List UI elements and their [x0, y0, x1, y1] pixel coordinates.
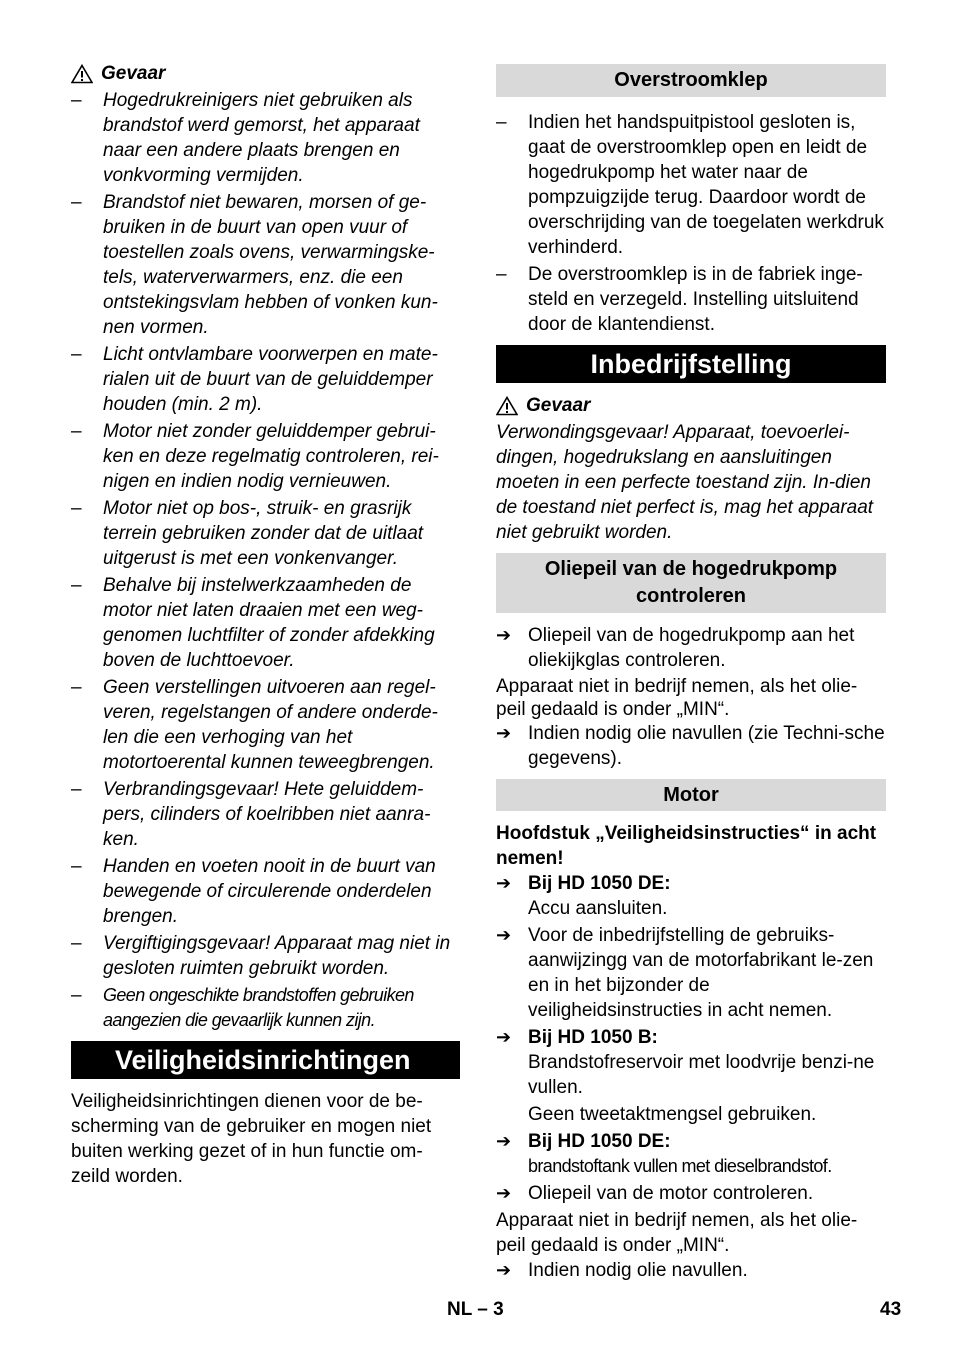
- step-label: Bij HD 1050 DE:: [528, 1131, 671, 1152]
- list-item: [71, 496, 460, 571]
- list-item: [71, 854, 460, 929]
- dash-marker: –: [71, 344, 82, 365]
- arrow-icon: ➔: [496, 1183, 512, 1203]
- list-item: [71, 983, 460, 1033]
- dash-marker: –: [71, 677, 82, 698]
- dash-marker: –: [71, 90, 82, 111]
- step-item: [496, 1025, 886, 1050]
- list-item: [496, 110, 886, 260]
- list-item-text: Indien het handspuitpistool gesloten is, gaat de overstroomklep open en leidt de hogedrukpomp het water naar de pompzuigzijde terug. Daardoor wordt de overschrijding van de toegelaten werkdruk verhinderd.: [528, 112, 884, 258]
- dash-marker: –: [71, 779, 82, 800]
- dash-marker: –: [496, 112, 507, 133]
- list-item: [71, 190, 460, 340]
- section-heading-oliepeil: Oliepeil van de hogedrukpomp controleren: [496, 553, 886, 613]
- step-text: Indien nodig olie navullen.: [528, 1260, 748, 1281]
- list-item: [496, 262, 886, 337]
- warning-triangle-icon: [496, 396, 518, 416]
- step-text: Geen tweetaktmengsel gebruiken.: [528, 1104, 817, 1125]
- dash-marker: –: [496, 264, 507, 285]
- warning-paragraph: Verwondingsgevaar! Apparaat, toevoerlei-dingen, hogedrukslang en aansluitingen moeten in een perfecte toestand zijn. In-dien de toestand niet perfect is, mag het apparaat niet gebruikt worden.: [496, 422, 874, 543]
- step-text: Oliepeil van de motor controleren.: [528, 1183, 814, 1204]
- step-label: Bij HD 1050 DE:: [528, 873, 671, 894]
- step-text: Indien nodig olie navullen (zie Techni-sche gegevens).: [528, 723, 885, 769]
- list-item: [71, 675, 460, 775]
- section-heading-motor: Motor: [496, 779, 886, 811]
- dash-marker: –: [71, 421, 82, 442]
- dash-marker: –: [71, 192, 82, 213]
- list-item: [71, 931, 460, 981]
- section-heading-overstroomklep: Overstroomklep: [496, 64, 886, 97]
- step-item: [496, 1129, 886, 1154]
- dash-marker: –: [71, 856, 82, 877]
- list-item-text: Vergiftigingsgevaar! Apparaat mag niet in gesloten ruimten gebruikt worden.: [103, 933, 451, 979]
- step-text: brandstoftank vullen met dieselbrandstof.: [528, 1156, 832, 1176]
- arrow-icon: ➔: [496, 625, 512, 645]
- left-column: [71, 61, 460, 1189]
- list-item-text: Licht ontvlambare voorwerpen en mate-rialen uit de buurt van de geluiddemper houden (min. 2 m).: [103, 344, 438, 415]
- motor-intro: Hoofdstuk „Veiligheidsinstructies“ in acht nemen!: [496, 823, 877, 869]
- right-column: [496, 64, 886, 1283]
- arrow-icon: ➔: [496, 723, 512, 743]
- page-number: 43: [880, 1299, 902, 1320]
- list-item-text: De overstroomklep is in de fabriek inge-steld en verzegeld. Instelling uitsluitend door de klantendienst.: [528, 264, 863, 335]
- list-item: [71, 88, 460, 188]
- section-paragraph: Veiligheidsinrichtingen dienen voor de be-scherming van de gebruiker en mogen niet buiten werking gezet of in hun functie om-zeild worden.: [71, 1091, 432, 1187]
- step-item: [496, 721, 886, 771]
- list-item-text: Verbrandingsgevaar! Hete geluiddem-pers, cilinders of koelribben niet aanra-ken.: [103, 779, 431, 850]
- dash-marker: –: [71, 933, 82, 954]
- warning-heading: [496, 393, 886, 418]
- step-item: [496, 623, 886, 673]
- warning-triangle-icon: [71, 64, 93, 84]
- list-item-text: Motor niet op bos-, struik- en grasrijk terrein gebruiken zonder dat de uitlaat uitgerust is met een vonkenvanger.: [103, 498, 424, 569]
- step-item: [496, 1181, 886, 1206]
- list-item-text: Geen verstellingen uitvoeren aan regel-veren, regelstangen of andere onderde-len die een verhoging van het motortoerental kunnen teweegbrengen.: [103, 677, 438, 773]
- arrow-icon: ➔: [496, 1131, 512, 1151]
- list-item-text: Hogedrukreinigers niet gebruiken als brandstof werd gemorst, het apparaat naar een andere plaats brengen en vonkvorming vermijden.: [103, 90, 420, 186]
- step-item: [496, 923, 886, 1023]
- list-item-text: Handen en voeten nooit in de buurt van bewegende of circulerende onderdelen brengen.: [103, 856, 436, 927]
- list-item: [71, 419, 460, 494]
- list-item-text: Motor niet zonder geluiddemper gebrui-ken en deze regelmatig controleren, rei-nigen en indien nodig vernieuwen.: [103, 421, 439, 492]
- list-item: [71, 342, 460, 417]
- note-paragraph: Apparaat niet in bedrijf nemen, als het olie-peil gedaald is onder „MIN“.: [496, 676, 858, 720]
- step-text: Brandstofreservoir met loodvrije benzi-ne vullen.: [528, 1052, 875, 1098]
- warning-label: Gevaar: [101, 63, 166, 84]
- section-heading-veiligheidsinrichtingen: Veiligheidsinrichtingen: [71, 1041, 460, 1079]
- list-item-text: Behalve bij instelwerkzaamheden de motor niet laten draaien met een weg-genomen luchtfilter of zonder afdekking boven de luchttoevoer.: [103, 575, 435, 671]
- warning-heading: [71, 61, 460, 86]
- step-item: [496, 871, 886, 896]
- list-item: [71, 777, 460, 852]
- step-text: Oliepeil van de hogedrukpomp aan het oliekijkglas controleren.: [528, 625, 855, 671]
- step-label: Bij HD 1050 B:: [528, 1027, 658, 1048]
- page-label: NL – 3: [447, 1299, 504, 1320]
- warning-label: Gevaar: [526, 395, 591, 416]
- step-item: [496, 1258, 886, 1283]
- step-text: Voor de inbedrijfstelling de gebruiks-aanwijzingg van de motorfabrikant le-zen en in het bijzonder de veiligheidsinstructies in acht nemen.: [528, 925, 874, 1021]
- note-paragraph: Apparaat niet in bedrijf nemen, als het olie-peil gedaald is onder „MIN“.: [496, 1210, 858, 1256]
- dash-marker: –: [71, 985, 82, 1006]
- list-item: [71, 573, 460, 673]
- arrow-icon: ➔: [496, 1027, 512, 1047]
- list-item-text: Brandstof niet bewaren, morsen of ge-bruiken in de buurt van open vuur of toestellen zoals ovens, verwarmingske-tels, waterverwarmers, enz. die een ontstekingsvlam hebben of vonken kun-nen vormen.: [103, 192, 438, 338]
- arrow-icon: ➔: [496, 873, 512, 893]
- arrow-icon: ➔: [496, 1260, 512, 1280]
- section-heading-inbedrijfstelling: Inbedrijfstelling: [496, 345, 886, 383]
- arrow-icon: ➔: [496, 925, 512, 945]
- list-item-text: Geen ongeschikte brandstoffen gebruiken aangezien die gevaarlijk kunnen zijn.: [103, 985, 414, 1030]
- step-text: Accu aansluiten.: [528, 898, 668, 919]
- dash-marker: –: [71, 575, 82, 596]
- dash-marker: –: [71, 498, 82, 519]
- overstroom-list: [496, 110, 886, 337]
- danger-list: [71, 88, 460, 1033]
